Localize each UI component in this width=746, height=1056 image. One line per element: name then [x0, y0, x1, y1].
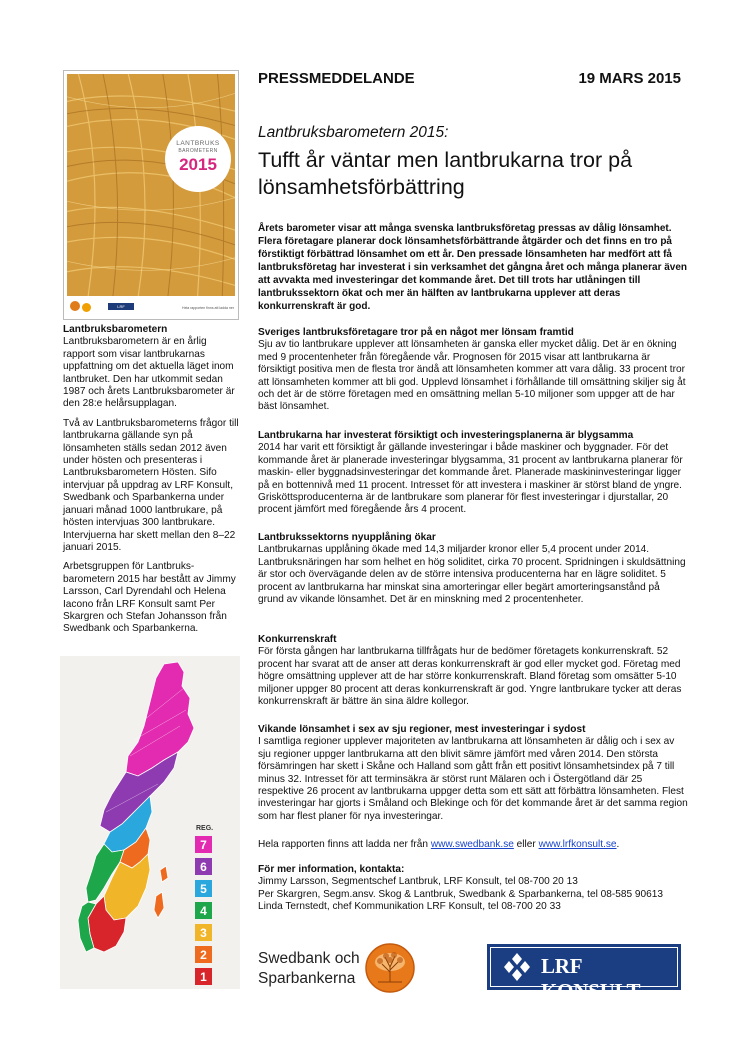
lrfkonsult-link[interactable]: www.lrfkonsult.se — [538, 839, 617, 850]
swedbank-logo-text — [258, 949, 360, 989]
contact-line: Linda Ternstedt, chef Kommunikation LRF Konsult, tel 08-700 20 33 — [258, 901, 561, 913]
contact-block — [258, 864, 688, 914]
lrf-diamond-icon — [501, 952, 533, 982]
swedbank-oak-icon — [364, 942, 416, 994]
swedbank-mini-logo — [70, 301, 80, 311]
section-body: Lantbrukarnas upplåning ökade med 14,3 miljarder kronor eller 5,4 procent under 2014. Lantbruksnäringen har som helhet en hög soliditet, cirka 70 procent. Spridningen i skuldsättning är stor och övervägande delen av de större intensiva producenterna har en lägre soliditet. 5 procent av lantbrukarna har minskat sina amorteringar eller begärt amorteringsanstånd på grund av vikande lönsamhet. Det är en minskning med 2 procentenheter. — [258, 544, 686, 606]
legend-label-1: 1 — [200, 970, 207, 984]
swedbank-line1: Swedbank och — [258, 950, 360, 967]
map-legend-title: REG. — [196, 825, 214, 832]
section-heading: Konkurrenskraft — [258, 634, 337, 645]
contact-line: Per Skargren, Segm.ansv. Skog & Lantbruk, Swedbank & Sparbankerna, tel 08-585 90613 — [258, 888, 663, 900]
lrf-konsult-logo — [487, 944, 681, 1003]
legend-label-6: 6 — [200, 860, 207, 874]
map-legend — [195, 836, 212, 985]
sidebar-paragraph-1: Lantbruksbarometern är en årlig rapport som visar lantbrukarnas uppfattning om det aktuella läget inom lantbruket. Den har utkommit sedan 1987 och årets Lantbruksbarometer är den 28:e helårsupplagan. — [63, 336, 235, 410]
sparbankerna-mini-logo — [82, 303, 91, 312]
section-heading: Lantbrukssektorns nyupplåning ökar — [258, 532, 436, 543]
article-kicker: Lantbruksbarometern 2015: — [258, 124, 449, 141]
straw-background — [67, 74, 235, 296]
swedbank-line2: Sparbankerna — [258, 970, 356, 987]
article-headline: Tufft år väntar men lantbrukarna tror på lönsamhetsförbättring — [258, 148, 633, 199]
sweden-region-map — [60, 656, 240, 989]
download-prefix: Hela rapporten finns att ladda ner från — [258, 839, 431, 850]
section-heading: Vikande lönsamhet i sex av sju regioner, mest investeringar i sydost — [258, 724, 586, 735]
report-cover — [63, 70, 239, 320]
cover-title-line1: LANTBRUKS — [176, 140, 220, 147]
article-lead: Årets barometer visar att många svenska lantbruksföretag pressas av dålig lönsamhet. Flera företagare planerar dock lönsamhetsförbättrande åtgärder och det finns en tro på förstiktigt förbättrad lönsamhet om ett år. Den pressade lönsamheten har medfört att få lantbruksföretag har investerat i sin verksamhet det gångna året och många planerar även att avvakta med investeringar det kommande året. Det till trots har utlåningen till lantbrukssektorn ökat och mer än hälften av lantbrukarna upplever att deras konkurrenskraft är god. — [258, 223, 688, 312]
lrf-logo-text: LRF KONSULT — [541, 954, 641, 1003]
legend-label-3: 3 — [200, 926, 207, 940]
sweden-map-graphic — [60, 656, 240, 989]
cover-badge — [165, 126, 231, 192]
section-body: 2014 har varit ett försiktigt år gällande investeringar i både maskiner och byggnader. För det kommande året är planerade investeringar blygsamma, 31 procent av lantbrukarna planerar för maskin- eller byggnadsinvesteringar det kommande året. Planerade maskininvesteringar ligger på en bottennivå med 11 procent. Intresset för att investera i maskiner är störst bland de yngre. Grisköttsproducenterna är de lantbrukare som planerar för flest investeringar i djurstallar, 20 procent jämfört med föregående års 4 procent. — [258, 442, 683, 516]
cover-footer-text: Hela rapporten finns att ladda ner — [182, 306, 234, 310]
sidebar — [63, 324, 239, 643]
sidebar-paragraph-3: Arbetsgruppen för Lantbruks-barometern 2015 har bestått av Jimmy Larsson, Carl Dyrendahl och Helena Iacono från LRF Konsult samt Per Skargren och Stefan Johansson från Swedbank och Sparbankerna. — [63, 561, 236, 635]
section-3 — [258, 532, 688, 606]
release-date: 19 MARS 2015 — [578, 70, 681, 87]
cover-title-line2: BAROMETERN — [178, 148, 218, 154]
section-2 — [258, 430, 688, 517]
sidebar-heading: Lantbruksbarometern — [63, 324, 168, 335]
section-1 — [258, 327, 688, 414]
legend-label-2: 2 — [200, 948, 207, 962]
section-5 — [258, 724, 688, 823]
section-4 — [258, 634, 688, 708]
legend-label-7: 7 — [200, 838, 207, 852]
cover-year: 2015 — [179, 155, 217, 174]
lrf-mini-logo: LRF KONSULT — [108, 303, 134, 310]
legend-label-4: 4 — [200, 904, 207, 918]
download-mid: eller — [513, 839, 539, 850]
press-release-label: PRESSMEDDELANDE — [258, 70, 415, 87]
download-line — [258, 839, 688, 851]
section-heading: Sveriges lantbruksföretagare tror på en något mer lönsam framtid — [258, 327, 574, 338]
cover-footer — [64, 297, 238, 319]
section-heading: Lantbrukarna har investerat försiktigt och investeringsplanerna är blygsamma — [258, 430, 634, 441]
contact-heading: För mer information, kontakta: — [258, 864, 405, 875]
section-body: I samtliga regioner upplever majoriteten av lantbrukarna att lönsamheten är dålig och i sex av sju regioner uppger lantbrukarna att den blivit sämre jämfört med våren 2014. Den största försämringen har skett i Skåne och Halland som gått från ett positivt lönsamhetsindex på 7 till minus 32. Intresset för att terminsäkra är störst runt Mälaren och i Östergötland där 25 respektive 26 procent av lantbrukarna uppger detta som ett sätt att förbättra lönsamheten. Flest investeringar har gjorts i Småland och Blekinge och för det kommande året är det samma region som har flest planer för nya investeringar. — [258, 736, 688, 822]
section-body: Sju av tio lantbrukare upplever att lönsamheten är ganska eller mycket dålig. Det är en ökning med 9 procentenheter från föregående vår. Prognosen för 2015 visar att lantbrukarna är försiktigt positiva men de flesta tror ändå att lönsamheten kommer att vara dålig. 33 procent tror att lönsamheten kommer att bli god. Upplevd lönsamhet i förhållande till omsättning skiljer sig åt och det är de större företagen med en omsättning mellan 5-10 miljoner som uppger att de har bäst lönsamhet. — [258, 339, 686, 413]
download-suffix: . — [616, 839, 620, 850]
contact-line: Jimmy Larsson, Segmentschef Lantbruk, LRF Konsult, tel 08-700 20 13 — [258, 876, 578, 888]
section-body: För första gången har lantbrukarna tillfrågats hur de bedömer företagets konkurrenskraft. 52 procent har svarat att de anser att deras konkurrenskraft är god eller mycket god. Företag med högre omsättning upplever att de har större konkurrenskraft. Bland företag som omsätter 5-10 miljoner uppger 80 procent att deras konkurrenskraft är god. Yngre lantbrukare tycker att deras konkurrenskraft är bättre än sina äldre kollegor. — [258, 646, 682, 708]
sidebar-paragraph-2: Två av Lantbruksbarometerns frågor till lantbrukarna gällande syn på lönsamheten ställs sedan 2012 även under hösten och presenteras i Lantbruksbarometern Hösten. Sifo intervjuar på uppdrag av LRF Konsult, Swedbank och Sparbankerna under januari månad 1000 lantbrukare, på hösten intervjuas 300 lantbrukare. Intervjuerna har skett mellan den 8–22 januari 2015. — [63, 417, 239, 553]
swedbank-link[interactable]: www.swedbank.se — [430, 839, 514, 850]
legend-label-5: 5 — [200, 882, 207, 896]
